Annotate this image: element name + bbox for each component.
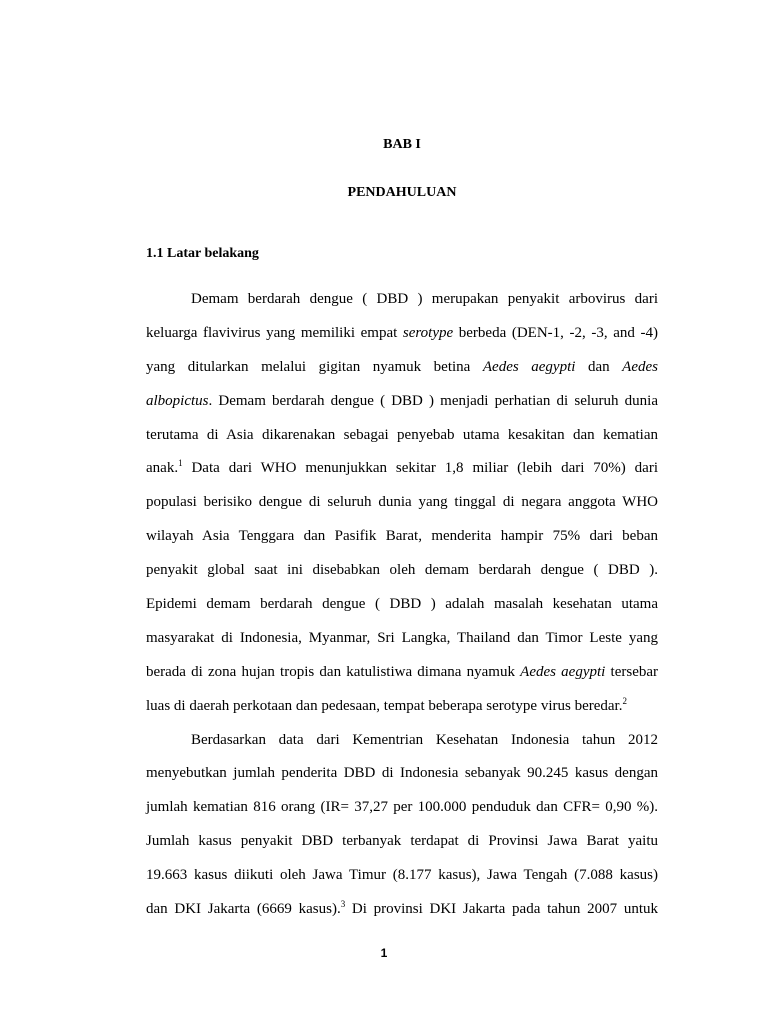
paragraph-line xyxy=(146,381,658,415)
text-run: menyebutkan jumlah penderita DBD di Indonesia sebanyak 90.245 kasus dengan xyxy=(146,765,658,782)
italic-term: Aedes aegypti xyxy=(520,663,606,680)
italic-term: albopictus xyxy=(146,392,209,409)
footnote-ref: 3 xyxy=(340,899,346,910)
text-run: Jumlah kasus penyakit DBD terbanyak terdapat di Provinsi Jawa Barat yaitu xyxy=(146,833,658,850)
paragraph-line xyxy=(146,753,658,787)
paragraph-line xyxy=(146,516,658,550)
text-run: jumlah kematian 816 orang (IR= 37,27 per 100.000 penduduk dan CFR= 0,90 %). xyxy=(146,799,658,816)
text-run: berbeda (DEN-1, -2, -3, and -4) xyxy=(453,324,658,341)
paragraph-line xyxy=(146,415,658,449)
italic-term: Aedes xyxy=(622,358,658,375)
paragraph-line xyxy=(146,482,658,516)
paragraph-line xyxy=(146,855,658,889)
paragraph-line xyxy=(146,584,658,618)
paragraph-line xyxy=(146,347,658,381)
text-run: keluarga flavivirus yang memiliki empat xyxy=(146,324,403,341)
paragraph-line xyxy=(146,448,658,482)
paragraph-line xyxy=(146,313,658,347)
text-run: Epidemi demam berdarah dengue ( DBD ) adalah masalah kesehatan utama xyxy=(146,596,658,613)
text-run: tersebar xyxy=(605,663,659,680)
italic-term: Aedes aegypti xyxy=(482,358,576,375)
footnote-ref: 2 xyxy=(622,695,627,706)
text-run: wilayah Asia Tenggara dan Pasifik Barat, menderita hampir 75% dari beban xyxy=(146,528,658,545)
body-text xyxy=(146,279,658,923)
chapter-number: BAB I xyxy=(383,137,421,152)
text-run: . Demam berdarah dengue ( DBD ) menjadi perhatian di seluruh dunia xyxy=(208,392,658,409)
text-run: Di provinsi DKI Jakarta pada tahun 2007 untuk xyxy=(345,901,658,918)
paragraph-line xyxy=(146,618,658,652)
text-run: dan DKI Jakarta (6669 kasus). xyxy=(146,901,341,918)
paragraph-line xyxy=(146,889,658,923)
paragraph-line xyxy=(146,821,658,855)
text-run: Data dari WHO menunjukkan sekitar 1,8 miliar (lebih dari 70%) dari xyxy=(182,460,658,477)
text-run: yang ditularkan melalui gigitan nyamuk betina xyxy=(146,358,483,375)
text-run: penyakit global saat ini disebabkan oleh demam berdarah dengue ( DBD ). xyxy=(146,562,658,579)
section-heading: 1.1 Latar belakang xyxy=(146,246,259,261)
paragraph-line xyxy=(146,686,658,720)
text-run: luas di daerah perkotaan dan pedesaan, tempat beberapa serotype virus beredar. xyxy=(146,697,623,714)
text-run: masyarakat di Indonesia, Myanmar, Sri Langka, Thailand dan Timor Leste yang xyxy=(146,629,658,646)
page-number: 1 xyxy=(380,946,388,960)
italic-term: serotype xyxy=(402,324,454,341)
text-run: 19.663 kasus diikuti oleh Jawa Timur (8.177 kasus), Jawa Tengah (7.088 kasus) xyxy=(146,867,658,884)
text-run: Demam berdarah dengue ( DBD ) merupakan penyakit arbovirus dari xyxy=(191,291,658,307)
text-run: Berdasarkan data dari Kementrian Kesehatan Indonesia tahun 2012 xyxy=(191,731,658,748)
paragraph-line xyxy=(146,279,658,313)
text-run: anak. xyxy=(146,460,179,477)
text-run: terutama di Asia dikarenakan sebagai penyebab utama kesakitan dan kematian xyxy=(146,426,658,443)
paragraph-line xyxy=(146,652,658,686)
text-run: populasi berisiko dengue di seluruh dunia yang tinggal di negara anggota WHO xyxy=(146,494,658,511)
paragraph-line xyxy=(146,720,658,754)
paragraph-line xyxy=(146,550,658,584)
footnote-ref: 1 xyxy=(178,458,183,469)
text-run: dan xyxy=(575,358,623,375)
chapter-title: PENDAHULUAN xyxy=(347,185,457,200)
paragraph-line xyxy=(146,787,658,821)
text-run: berada di zona hujan tropis dan katulistiwa dimana nyamuk xyxy=(146,663,521,680)
